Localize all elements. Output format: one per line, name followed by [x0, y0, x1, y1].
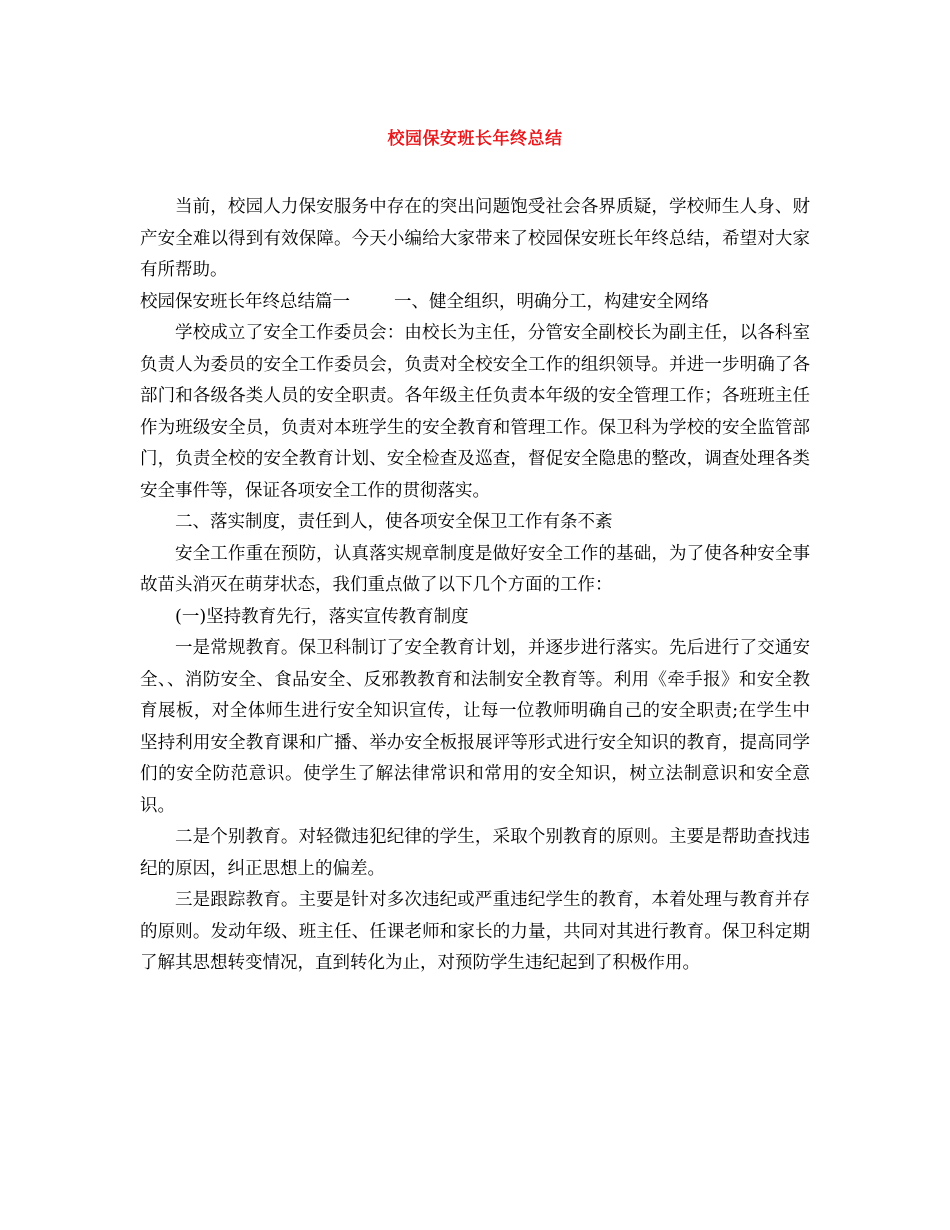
- document-title: 校园保安班长年终总结: [387, 129, 563, 149]
- intro-paragraph: 当前，校园人力保安服务中存在的突出问题饱受社会各界质疑，学校师生人身、财产安全难以得到有效保障。今天小编给大家带来了校园保安班长年终总结，希望对大家有所帮助。: [140, 197, 810, 280]
- body-paragraph: 二是个别教育。对轻微违犯纪律的学生，采取个别教育的原则。主要是帮助查找违纪的原因，纠正思想上的偏差。: [140, 827, 810, 879]
- subheading: (一)坚持教育先行，落实宣传教育制度: [175, 606, 469, 627]
- document-body: [140, 192, 810, 980]
- body-paragraph: 三是跟踪教育。主要是针对多次违纪或严重违纪学生的教育，本着处理与教育并存的原则。发动年级、班主任、任课老师和家长的力量，共同对其进行教育。保卫科定期了解其思想转变情况，直到转化为止，对预防学生违纪起到了积极作用。: [140, 890, 810, 973]
- body-paragraph: 一是常规教育。保卫科制订了安全教育计划，并逐步进行落实。先后进行了交通安全、、消防安全、食品安全、反邪教教育和法制安全教育等。利用《牵手报》和安全教育展板，对全体师生进行安全知识宣传，让每一位教师明确自己的安全职责;在学生中坚持利用安全教育课和广播、举办安全板报展评等形式进行安全知识的教育，提高同学们的安全防范意识。使学生了解法律常识和常用的安全知识，树立法制意识和安全意识。: [140, 638, 810, 816]
- subheading: 二、落实制度，责任到人，使各项安全保卫工作有条不紊: [175, 512, 613, 532]
- section-heading-subtitle: 一、健全组织，明确分工，构建安全网络: [394, 291, 709, 312]
- body-paragraph: 学校成立了安全工作委员会：由校长为主任，分管安全副校长为副主任，以各科室负责人为委员的安全工作委员会，负责对全校安全工作的组织领导。并进一步明确了各部门和各级各类人员的安全职责。各年级主任负责本年级的安全管理工作；各班班主任作为班级安全员，负责对本班学生的安全教育和管理工作。保卫科为学校的安全监管部门，负责全校的安全教育计划、安全检查及巡查，督促安全隐患的整改，调查处理各类安全事件等，保证各项安全工作的贯彻落实。: [140, 323, 810, 501]
- section-heading: [140, 287, 810, 319]
- section-heading-title: 校园保安班长年终总结篇一: [140, 291, 350, 312]
- body-paragraph: 安全工作重在预防，认真落实规章制度是做好安全工作的基础，为了使各种安全事故苗头消灭在萌芽状态，我们重点做了以下几个方面的工作：: [140, 543, 810, 595]
